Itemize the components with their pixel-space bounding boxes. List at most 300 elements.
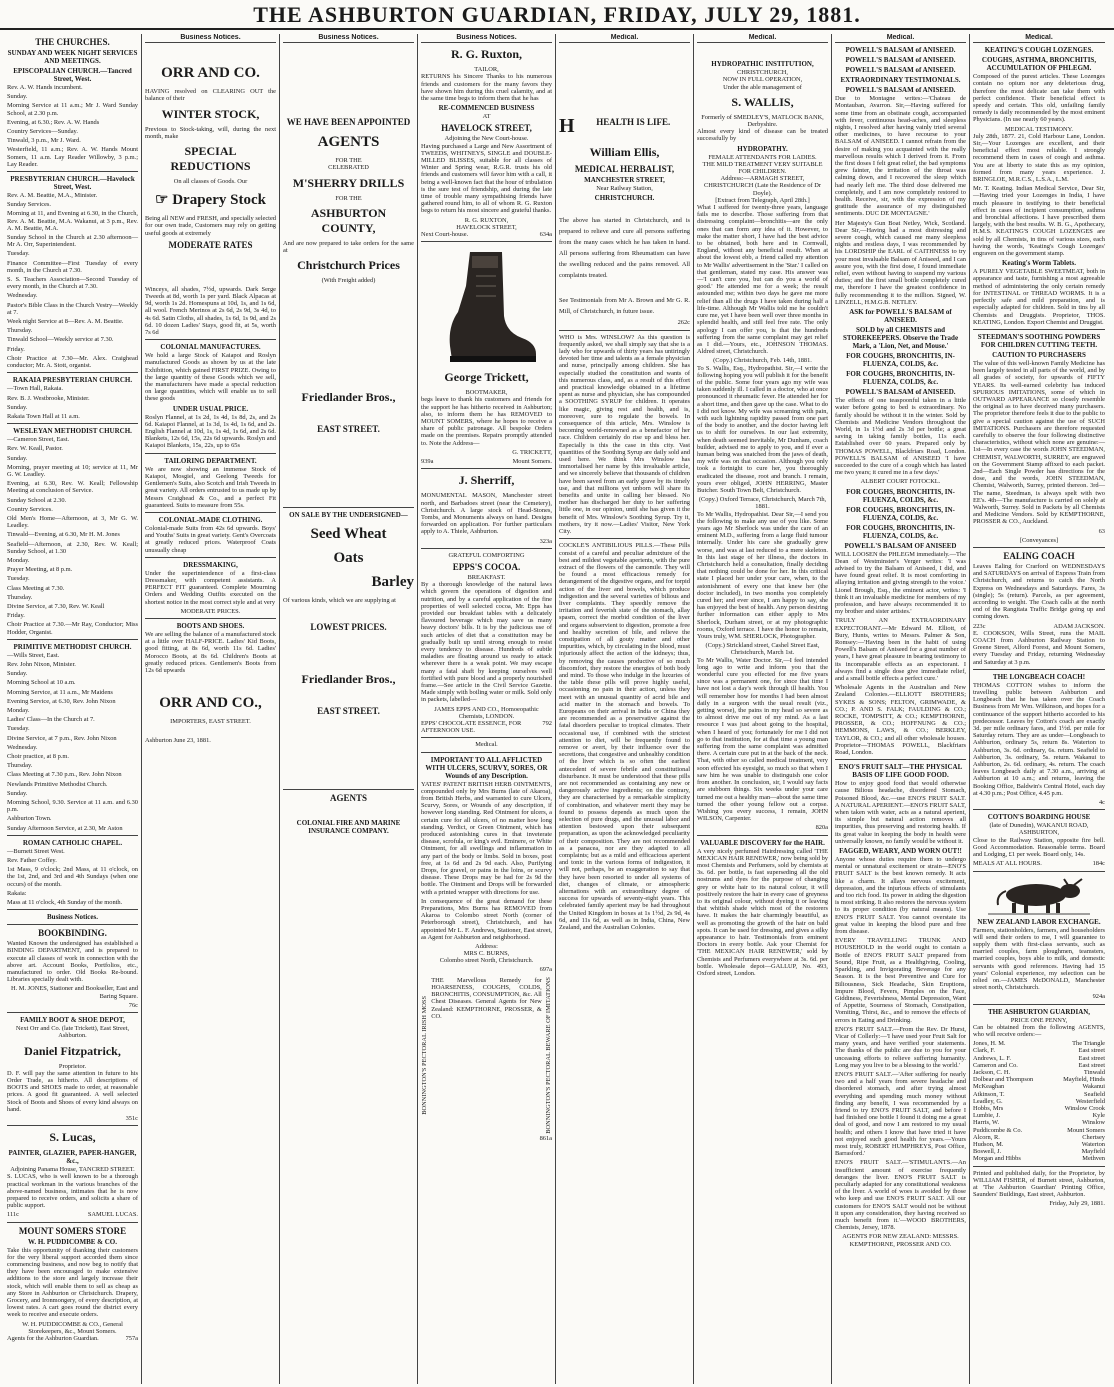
wesleyan-line: Evening, at 6.30, Rev. W. Keall; Fellowship Meeting at conclusion of Service. [7, 480, 138, 495]
stimulants-text: ENO'S FRUIT SALT.—'STIMULANTS.—An insufficient amount of exercise frequently deranges the liver. ENO'S FRUIT SALT is peculiarly adapted for any constitutional weakness of the liver. A world of woes is avoided by those who keep and use ENO'S FRUIT SALT. All our customers for ENO'S SALT would not be without it upon any consideration, they having received so much benefit from it.'—WOOD BROTHERS, Chemists, Jersey, 1878. [835, 1159, 966, 1232]
copy-1-text: To S. Wallis, Esq., Hydropathist. Sir,—I write the following hoping you will publish it for the benefit of the public. Some four years ago my wife was taken suddenly ill. I called in a doctor, who at once pronounced it rheumatic fever. He attended her for a short time, and then gave up the case. What to do I did not know. My wife was screaming with pain, with such lightning rapidity passed from one part of the body to another, and the doctor having left us to shift for ourselves. In our last extremity, when death seemed inevitable, Mr Dunham, coach builder, advised me to apply to you, and if ever a human being was snatched from the jaws of death, my wife was on that occasion. Although you only took a fortnight to cure her, you thoroughly eradicated the disease, root and branch. I remain, yours ever obliged, JOHN HERRING, Master Butcher. South Town Belt, Christchurch. [697, 364, 828, 494]
primitive-line: Newlands Primitive Methodist Church. [7, 780, 108, 788]
column-hydropathic [694, 34, 832, 1384]
netley-text: Her Majesty's Gun Boat Netley, Wick, Scotland. Dear Sir,—Having had a most distressing and severe cough, which caused me many sleepless nights and restless days, I was recommended by his LORDSHIP the EARL of CAITHNESS to try your most invaluable Balsam of Aniseed, and I can assure you, with the first dose, I found immediate relief, even without having to suspend my various duties; and the first small bottle completely cured me, therefore I have the greatest confidence in fully recommending it to the million. Signed, W. LINZELL, H.M.G.B. NETLEY. [835, 219, 966, 306]
agent-name: Harris, W. [973, 1119, 1000, 1127]
medical-testimony: MEDICAL TESTIMONY. [1004, 125, 1074, 133]
agent-row [973, 1119, 1105, 1126]
agent-place: Methven [1082, 1155, 1105, 1163]
bonnington-text: THE Marvellous Remedy for HOARSENESS, COUGHS, COLDS, BRONCHITIS, CONSUMPTION, &c. All Chest Diseases. General Agents for New Zealand: KEMPTHORNE, PROSSER, & CO. [431, 976, 542, 1020]
under-usual-price: UNDER USUAL PRICE. [172, 404, 249, 413]
wesleyan-line: Sunday. [7, 454, 28, 462]
powell-ask-item: POWELL'S BALSAM of ANISEED. [845, 388, 956, 397]
trickett-role: BOOTMAKER, [465, 389, 508, 397]
for-the-label: FOR THE [335, 157, 362, 165]
lucas-code: 111c [7, 1211, 19, 1219]
classes-line: On all classes of Goods. Our [173, 178, 248, 186]
dressmaking: DRESSMAKING, [183, 560, 238, 569]
extraordinary-testimonials: EXTRAORDINARY TESTIMONIALS. [840, 76, 961, 85]
nz-labor-code: 924a [1092, 993, 1105, 1001]
rakaia-list [7, 385, 138, 420]
appointed-heading: WE HAVE BEEN APPOINTED [286, 117, 411, 128]
mount-somers-signature: W. H. PUDDICOMBE & CO., General Storekeepers, &c., Mount Somers. [22, 1320, 123, 1335]
family-depot-sub: Next Orr and Co. (late Trickett), East Street, Ashburton. [15, 1025, 130, 1040]
newspaper-title: THE ASHBURTON GUARDIAN, FRIDAY, JULY 29, 1881. [253, 2, 861, 27]
presbyterian-line: Pastor's Bible Class in the Church Vestry—Weekly at 7. [7, 301, 138, 316]
lowest-prices: LOWEST PRICES. [310, 621, 387, 632]
will-loosen-text: WILL LOOSEN the PHLEGM immediately.—The Dean of Westminster's Verger writes: 'I was advised to try the Balsam of Aniseed, I did, and have found great relief. It is most comforting in allaying irritation and giving strength to the voice.' Lionel Brough, Esq., the eminent actor, writes: 'I think it an invaluable medicine for members of my profession, and have always recommended it to my brother and sister artistes.' [835, 550, 966, 616]
agents-nz: AGENTS FOR NEW ZEALAND: MESSRS. KEMPTHORNE, PROSSER AND CO. [842, 1233, 959, 1248]
for-the-label-2: FOR THE [335, 194, 362, 202]
longbeach-code: 4c [1098, 799, 1105, 807]
extract-text: What I suffered for twenty-three years, language fails me to describe. Those suffering from that distressing complaint—bronchitis—are the only ones that can form any idea of it. However, to make the matter short, I have had the best advice to be obtained, both here and in Cornwall, England, without any beneficial result. When at about the lowest ebb, a friend called my attention to Mr Wallis' advertisement in the 'Star.' I called on that gentleman, stated my case. His answer was—'I can't cure you, but can do you a world of good.' He attended me for a week; the result astounded me; within two days he gave me more relief than all the drugs I have taken during half a life-time. Although Mr Wallis told me he couldn't cure me, yet I have been well over three months in splendid health, and still feel free rate. The only apology I can offer you, is that the hundreds suffering from the same complaint may get relief as I did.—Yours, etc., JOHNSON THOMAS. Aldred street, Christchurch. [697, 204, 828, 356]
rakaia-line: Rakaia Town Hall at 11 a.m. [7, 412, 80, 420]
eno-text: How to enjoy good food that would otherwise cause Bilious headache, disordered Stomach, Poisoned Blood, &c.—use ENO'S FRUIT SALT. A NATURAL APERIENT.—ENO'S FRUIT SALT, when taken with water, acts as a natural aperient, its simple but natural action removes all impurities, thus preserving and restoring health. If its great value in keeping the body in health were universally known, no family would be without it. [835, 780, 966, 845]
column-powell [832, 34, 970, 1384]
churches-title: THE CHURCHES. [35, 37, 110, 47]
sherriff-code: 323a [539, 537, 552, 545]
agent-row [973, 1076, 1105, 1083]
winter-stock: WINTER STOCK, [161, 106, 260, 121]
episcopal-line: Rev. A. W. Hands incumbent. [7, 84, 83, 91]
episcopal-line: Sunday. [7, 93, 28, 101]
yates-text: YATES' PATENT BRITISH HERB OINTMENTS, compounded only by Mrs Burns (late of Akaroa), from British Herbs, and warranted to cure Ulcers, Scurvy, Sores, or Wounds of any description, if however long standing. Red Ointment for ulcers, a certain cure for all ulcers, of no matter how long standing. Verdict, or Green Ointment, which has produced astonishing cures in that inveterate disease, scrofula, or king's evil. Eminere, or White Ointment, for all swellings and inflammation in any part of the body or limbs. Sold in boxes, post free, at 1s 6d and 2s 9d each. Also, Purifying Drops, for gravel, or pains in the loins, or scurvy disease. These Drops may be had for 2s 9d the bottle. The Ointment and Drops will be forwarded with a printed wrapper with directions for use. [421, 780, 552, 896]
primitive-line: Thursday. [7, 762, 33, 770]
medical-heading: Medical. [475, 741, 498, 749]
eno-salt-text: ENO'S FRUIT SALT.—From the Rev. Dr Hurst, Vicar of Collerly:—'I have used your Fruit Salt for many years, and have verified your statements. The thanks of the public are due to you for your unceasing efforts to relieve suffering humanity. Long may you live to be a blessing to the world.' [835, 1025, 966, 1069]
copy-3-code: 820a [815, 824, 828, 832]
epps-sub: BREAKFAST. [467, 573, 506, 581]
guardian-text: Can be obtained from the following AGENTS, who will receive orders:— [973, 1023, 1105, 1038]
friedlander-name: Friedlander Bros., [301, 390, 396, 405]
agent-row [973, 1040, 1105, 1047]
keatings-sub: COUGHS, ASTHMA, BRONCHITIS, ACCUMULATION OF PHLEGM. [981, 56, 1097, 73]
powell-main: POWELL'S BALSAM of ANISEED. [845, 86, 956, 95]
burns-code: 697a [539, 965, 552, 973]
agent-place: Mount Somers [1067, 1126, 1105, 1134]
health-is-life: H HEALTH IS LIFE. [559, 115, 671, 138]
east-street: EAST STREET. [317, 424, 380, 435]
agent-row [973, 1047, 1105, 1054]
sherriff-name: J. Sherriff, [458, 473, 515, 488]
powell-text: Due to Montagne writes:—'Chateau de Montauban, Avarron. Sir,—Having suffered for some time from an obstinate cough, accompanied with fever, continuous head-aches, and sleepless nights, I resolved after having vainly tried several other medicines, to have recourse to your BALSAM of ANISEED. I cannot refrain from the desire of making you acquainted with the really marvellous results which I derived from it. From the first doses I felt great relief, the bad symptoms grew fainter, the irritation of the throat was calming down, and I recovered the sleep which had nearly left me. The third dose delivered me completely, and I am now completely restored to health. Receive, sir, with the expression of my gratitude the assurance of my distinguished sentiments. DUC DE MONTAGNE.' [835, 95, 966, 218]
powell-banner: POWELL'S BALSAM of ANISEED. [845, 56, 956, 65]
roman-line: Mass at 11 o'clock, 4th Sunday of the month. [7, 899, 123, 907]
agent-place: Winslow Crook [1064, 1104, 1105, 1112]
cookson-text: E. COOKSON, Wills Street, runs the MAIL COACH from Ashburton Railway Station to Greene Street, Alford Forest, and Mount Somers, every Tuesday and Friday, returning Wednesday and Saturday at 3 p.m. [973, 629, 1105, 666]
presbyterian-line: Tinwald School—Weekly service at 7.30. [7, 336, 114, 344]
friedlander-name-2: Friedlander Bros., [301, 671, 396, 686]
agents-heading-2: AGENTS [329, 792, 367, 803]
agent-place: Seafield [1084, 1090, 1105, 1098]
wesleyan-line: Tuesday. [7, 575, 30, 583]
agent-row [973, 1127, 1105, 1134]
primitive-line: Ladies' Class—In the Church at 7. [7, 716, 95, 724]
column-header-6: Medical. [697, 34, 828, 43]
agent-name: Cameron and Co. [973, 1061, 1018, 1069]
episcopal-line: Westerfield, 11 a.m.; Rev. A. W. Hands Mount Somers, 11 a.m. Lay Reader Willowby, 3 p.m.; Lay Reader. [7, 146, 138, 168]
hand-pointer-icon: ☞ [155, 192, 173, 209]
agents-heading: AGENTS [317, 134, 380, 151]
ealing-signature: ADAM JACKSON. [1053, 622, 1105, 630]
primitive-line: Sunday. [7, 789, 28, 797]
bookbinding-code: 76c [128, 1001, 138, 1009]
agent-name: Lumbie, J. [973, 1112, 1001, 1120]
primitive-line: Morning School, 9.30. Service at 11 a.m. and 6.30 p.m. [7, 799, 138, 814]
fitzpatrick-text: D. F. will pay the same attention in future to his Order Trade, as hitherto. All descriptions of BOOTS and SHOES made to order, at reasonable prices. A good fit guaranteed. A well selected Stock of Boots and Shoes of every kind always on hand. [7, 1069, 138, 1113]
lucas-address: Adjoining Panama House, TANCRED STREET. [10, 1166, 135, 1174]
wesleyan-line: —Cameron Street, East. [7, 436, 70, 444]
barley: Barley [371, 574, 414, 591]
agent-place: Wakanui [1082, 1083, 1105, 1091]
longbeach-text: THOMAS COTTON wishes to inform the travelling public between Ashburton and Longbeach that he has taken over the Coach Business from Mr Wm. Wilkinson, and hopes for a continuance of the support hitherto accorded to his predecessor. Leaves by Cotton's coach are exactly 3d. per mile ordinary fares, and 1½d. per mile for Saturday return. They are as under—Longbeach to Ashburton, ordinary 5s, return 8s. Waterton to Ashburton, 3s. 6d. ordinary, 6s. return. Seafield to Ashburton, 3s. ordinary, 5s. return. Wakanui to Ashburton, 2s. 6d. ordinary, 4s. return. The coach leaves Longbeach daily at 7.30 a.m., arriving at Ashburton at 10 a.m.; and returns, leaving the Booking Office, Baldwin's Central Hotel, each day at 4.30 p.m.; Post Office, 4.45 p.m. [973, 681, 1105, 797]
steedman-heading: STEEDMAN'S SOOTHING POWDERS FOR CHILDREN CUTTING TEETH. [977, 332, 1101, 349]
cotton-sub: (late of Dunedin), WAKANUI ROAD, ASHBURTON, [989, 822, 1089, 837]
colonial-text: We hold a large Stock of Kaiapoi and Roslyn manufactured Goods as shown by us at the late Exhibition, which gained FIRST PRIZE. Owing to the large quantity of these Goods which we sell, the manufacturers have made a special reduction on large quantities, which will enable us to sell these goods [145, 352, 276, 403]
powell-ask-item: SOLD by all CHEMISTS and STOREKEEPERS. Observe the Trade Mark, a 'Lion, Net, and Mouse.' [842, 326, 959, 351]
insurance-company: COLONIAL FIRE AND MARINE INSURANCE COMPANY. [296, 818, 401, 835]
copy-2-text: To Mr Wallis, Hydropathist. Dear Sir,—I send you the following to make any use of you like. Some years ago Mr Sherlock was under the care of an eminent M.D., suffering from a large fluid tumour internally. Under his care she gradually grew worse, and was at last reduced to a mere skeleton. In this last stage of her illness, the doctors in Christchurch held a consultation, finally deciding that nothing could be done for her. In this critical state I placed her under your care, when, to the astonishment of every one that knew her (the doctor included), in two months you completely cured her; and ever since, I am happy to say, she has enjoyed the best of health. Any person desiring further information can either apply to Mrs Sherlock, Durham street, or at my photographic rooms, Oxford terrace. I have the honor to remain, Yours truly, WM. SHERLOCK, Photographer. [697, 510, 828, 641]
agent-row [973, 1148, 1105, 1155]
colonial-manufactures: COLONIAL MANUFACTURES. [160, 343, 261, 352]
trickett-signature: G. TRICKETT, [512, 448, 552, 456]
agent-row [973, 1062, 1105, 1069]
roman-line: Rakaia: [7, 889, 27, 897]
orr-footer-heading: ORR AND CO., [159, 695, 262, 712]
episcopal-list [7, 84, 138, 168]
epps-text: By a thorough knowledge of the natural laws which govern the operations of digestion and nutrition, and by a careful application of the fine properties of well selected cocoa, Mr. Epps has provided our breakfast tables with a delicately flavoured beverage which may save us many heavy doctors' bills. It is by the judicious use of such articles of diet that a constitution may be gradually built up until strong enough to resist every tendency to disease. Hundreds of subtle maladies are floating around us ready to attack wherever there is a weak point. We may escape many a fatal shaft by keeping ourselves well fortified with pure blood and a properly nourished frame.—See article in the Civil Service Gazette. Made simply with boiling water or milk. Sold only in packets, labelled— [421, 581, 552, 704]
presbyterian-line: Sunday Services. [7, 201, 52, 209]
ellis-street: MANCHESTER STREET, [584, 176, 665, 185]
agent-row [973, 1083, 1105, 1090]
rakaia-heading: RAKAIA PRESBYTERIAN CHURCH. [12, 376, 133, 385]
presbyterian-list [7, 192, 138, 369]
agent-name: Alcorn, R. [973, 1133, 1000, 1141]
hydro-open: NOW IN FULL OPERATION, [722, 76, 803, 84]
wesleyan-line: Class Meeting at 7.30. [7, 584, 65, 592]
christchurch-prices: Christchurch Prices [297, 258, 400, 273]
worm-tablets-text: A PURELY VEGETABLE SWEETMEAT, both in appearance and taste, furnishing a most agreeable method of administering the only certain remedy for INTESTINAL or THREAD WORMS. It is a perfectly safe and mild preparation, and is especially adapted for children. Sold in tins by all Chemists and Druggists. Proprietor, THOS. KEATING, London. Export Chemist and Druggist. [973, 268, 1105, 326]
agent-row [973, 1069, 1105, 1076]
epps-heading: GRATEFUL COMFORTING [448, 551, 525, 559]
mount-somers-agents: Agents for the Ashburton Guardian. [7, 1334, 99, 1342]
mild-treatment: THE MILD TREATMENT VERY SUITABLE FOR CHILDREN. [702, 160, 823, 176]
agent-row [973, 1141, 1105, 1148]
powell-banner: POWELL'S BALSAM of ANISEED. [845, 66, 956, 75]
fitzpatrick-name: Daniel Fitzpatrick, [24, 1043, 121, 1058]
fagged-heading: FAGGED, WEARY, AND WORN OUT!! [839, 847, 962, 856]
longbeach-heading: THE LONGBEACH COACH! [992, 672, 1086, 681]
ashburton-county: ASHBURTON COUNTY, [310, 205, 387, 235]
nz-labor-exchange: NEW ZEALAND LABOR EXCHANGE. [977, 917, 1101, 926]
wesleyan-line: Monday. [7, 556, 30, 564]
epps-footer: EPPS' CHOCOLATE ESSENCE, FOR AFTERNOON USE. [421, 719, 522, 735]
agent-name: Hobbs, Mrs [973, 1104, 1004, 1112]
orr-heading: ORR AND CO. [161, 65, 260, 82]
stock-taking-line: Previous to Stock-taking, will, during the next month, make [145, 125, 276, 140]
puddicombe-name: W. H. PUDDICOMBE & CO. [28, 1237, 117, 1246]
agent-place: Westerfield [1075, 1097, 1105, 1105]
hydro-address: Address:—ARMAGH STREET, CHRISTCHURCH (Late the Residence of Dr Doyle). [704, 175, 821, 197]
lucas-role: PAINTER, GLAZIER, PAPER-HANGER, &c., [8, 1149, 137, 1166]
copy-2-heading: (Copy.) Oxford Terrace, Christchurch, March 7th, 1881. [698, 496, 827, 511]
moderate-rates: MODERATE RATES [168, 239, 253, 250]
agent-name: McKeaghan [973, 1083, 1005, 1091]
wesleyan-line: Rev. W. Keall, Pastor. [7, 445, 63, 453]
column-header-2: Business Notices. [145, 34, 276, 43]
powell-ask-item: FOR COUGHS, BRONCHITIS, IN-FLUENZA, COLDS, &c. [846, 352, 955, 369]
colonial-clothing: COLONIAL-MADE CLOTHING. [158, 515, 263, 524]
trickett-code: 939a [421, 458, 434, 466]
roman-line: Rev. Father Coffey. [7, 857, 57, 865]
important-heading: IMPORTANT TO ALL AFFLICTED WITH ULCERS, SCURVY, SORES, OR Wounds of any Description. [425, 755, 548, 780]
lucas-signature: SAMUEL LUCAS. [87, 1211, 138, 1219]
wesleyan-heading: WESLEYAN METHODIST CHURCH. [13, 427, 132, 436]
roman-line: —Burnett Street West. [7, 847, 65, 855]
primitive-line: Evening Service, at 6.30, Rev. John Nixon [7, 697, 116, 705]
wesleyan-line: Divine Service, at 7.30, Rev. W. Keall [7, 602, 105, 610]
churches-subtitle: SUNDAY AND WEEK NIGHT SERVICES AND MEETINGS. [7, 49, 138, 65]
fitzpatrick-role: Proprietor. [58, 1062, 87, 1070]
column-header-8: Medical. [973, 34, 1105, 43]
hydro-under: Under the able management of [723, 83, 802, 91]
powell-ask-item: FOR COUGHS, BRONCHITIS, IN-FLUENZA, COLDS, &c. [846, 370, 955, 387]
primitive-line: Ashburton Town. [7, 815, 52, 823]
primitive-list [7, 652, 138, 832]
wesleyan-line: Tinwald—Evening, at 6.30, Mr H. M. Jones [7, 531, 120, 539]
steedman-code: 63 [1098, 527, 1105, 535]
column-header-5: Medical. [559, 34, 690, 43]
printed-date: Friday, July 29, 1881. [1049, 1200, 1105, 1208]
wesleyan-line: Thursday. [7, 593, 33, 601]
agent-name: Morgan and Hibbs [973, 1155, 1021, 1163]
primitive-line: —Wills Street, East. [7, 651, 60, 659]
agent-name: Boswell, J. [973, 1148, 1002, 1156]
agent-name: Atkinson, T. [973, 1090, 1005, 1098]
ruxton-at: AT [482, 113, 491, 121]
msherry-drills: M'SHERRY DRILLS [292, 175, 405, 190]
hydro-city: CHRISTCHURCH, [737, 69, 788, 77]
recommenced-business: RE-COMMENCED BUSINESS [438, 104, 535, 113]
cotton-boarding-house: COTTON'S BOARDING HOUSE [987, 813, 1091, 822]
importers: IMPORTERS, EAST STREET. [170, 718, 251, 726]
ealing-code: 223c [973, 622, 986, 630]
epps-name: EPPS'S COCOA. [452, 561, 521, 572]
guardian-price: PRICE ONE PENNY, [1010, 1016, 1068, 1024]
fitzpatrick-code: 351c [125, 1114, 138, 1122]
drapery-text: Being all NEW and FRESH, and specially selected for our own trade, Customers may rely on getting useful goods at extremely [145, 215, 276, 237]
episcopal-line: Tinwald, 3 p.m., Mr J. Ward. [7, 137, 81, 145]
bonnington-code: 861a [539, 1134, 552, 1142]
address-label: Address: [475, 943, 498, 951]
agent-name: Clark, F. [973, 1047, 996, 1055]
presbyterian-line: Sunday School in the Church at 2.30 afternoon—Mr A. Orr, Superintendent. [7, 234, 138, 249]
presbyterian-line: Rev. A. M. Beattie, M.A., Minister. [7, 192, 98, 200]
boots-text: We are selling the balance of a manufactured stock at a little over HALF-PRICE. Ladies' Kid Boots, good fitting, at 8s 6d, worth 11s 6d. Ladies' Morocco Boots, at 8s 6d. Children's Boots at greatly reduced prices. Gentlemen's Boots from 12s 6d upwards [145, 630, 276, 674]
wesleyan-line: Choir Practice at 7.30.—Mr Ray, Conductor; Miss Hodder, Organist. [7, 621, 138, 636]
powell-ask-list [835, 308, 966, 396]
powell-banners [835, 46, 966, 74]
primitive-heading: PRIMITIVE METHODIST CHURCH. [13, 642, 132, 651]
sherriff-text: MONUMENTAL MASON, Manchester street north, and Barbadoes street (near the Cemetery), Christchurch. A large stock of Head-Stones, Tombs, and Monuments always on hand. Designs forwarded on application. For further particulars apply to A. Thiele, Ashburton. [421, 492, 552, 536]
truly-text: TRULY AN EXTRAORDINARY EXPECTORANT.—Mr Edward M. Elliott, of Bury, Hunts, writes to Messrs. Palmer & Son, Romsey:—'Having been in the habit of using Powell's Balsam of Aniseed for a great number of years, I have great pleasure in bearing testimony to its incomparable effects as an expectorant. I always find a single dose give immediate relief, and a small bottle effects a perfect cure.' [835, 617, 966, 682]
agent-row [973, 1155, 1105, 1162]
wesleyan-line: Morning, prayer meeting at 10; service at 11, Mr G. W. Leadley. [7, 463, 138, 478]
presbyterian-line: Finance Committee—First Tuesday of every month, in the Church at 7.30. [7, 259, 138, 274]
prepared-text: And are now prepared to take orders for the same at [283, 239, 414, 255]
east-street-2: EAST STREET. [317, 705, 380, 716]
powell-cough-item: FOR COUGHS, BRONCHITIS, IN-FLUENZA, COLDS, &c. [846, 523, 955, 540]
primitive-line: Morning Service, at 11 a.m., Mr Maidens [7, 688, 113, 696]
primitive-line: Sunday. [7, 670, 28, 678]
meals: MEALS AT ALL HOURS. [973, 860, 1042, 868]
ellis-code: 262c [677, 319, 690, 327]
dressmaking-text: Under the superintendence of a first-class Dressmaker, with competent assistants. A PERFECT FIT guaranteed. Complete Mourning Orders and Wedding Outfits executed on the shortest notice in the most correct style and at very [145, 569, 276, 606]
episcopal-line: Morning Service at 11 a.m.; Mr J. Ward Sunday School, at 2.30 p.m. [7, 102, 138, 117]
primitive-line: Sunday Afternoon Service, at 2.30, Mr Aston [7, 824, 123, 832]
celebrated-label: CELEBRATED [328, 164, 369, 172]
trickett-address: Mount Somers. [512, 458, 552, 466]
column-header-7: Medical. [835, 34, 966, 43]
special-reductions: SPECIAL REDUCTIONS [170, 144, 251, 174]
ruxton-address-2: Next Court-house. [421, 231, 469, 239]
primitive-line: Divine Service, at 7 p.m., Rev. John Nixon [7, 734, 117, 742]
testimony-text: July 28th, 1877. 21, Cold Harbour Lane, London. Sir,—Your Lozenges are excellent, and their beneficial effect most reliable. I strongly recommend them in cases of cough and asthma. You are at liberty to state this as my opinion, formed from many years experience. J. BRINGLOE, M.R.C.S., L.S.A., L.M. [973, 132, 1105, 184]
column-orr [142, 34, 280, 1384]
powell-cough-item: FOR COUGHS, BRONCHITIS, IN-FLUENZA, COLDS, &c. [846, 487, 955, 504]
ruxton-adjoining: Adjoining the New Court-house. [444, 135, 529, 143]
every-travelling-text: EVERY TRAVELLING TRUNK AND HOUSEHOLD in the world ought to contain a Bottle of ENO'S FRUIT SALT prepared from Sound, Ripe Fruit, as a Healthgiving, Cooling, Sparkling, and Invigorating Beverage for any Season. It is the best Preventive and Cure for Biliousness, Sick Headache, Skin Eruptions, Impure Blood, Fevers, Pimples on the Face, Giddiness, Feverishness, Mental Depression, Want of Appetite, Sourness of Stomach, Constipation, Vomiting, Thirst, &c., and to remove the effects of errors in Eating and Drinking. [835, 937, 966, 1024]
keatings-text-2: Mr. T. Keating. Indian Medical Service, Dear Sir,—Having tried your Lozenges in India, I have much pleasure in testifying to their beneficial effect in cases of incipient consumption, asthma and bronchial affections. I have prescribed them largely, with the best results. W. B. G., Apothecary, H.M.S. KEATING'S COUGH LOZENGES are sold by all Chemists, in tins of various sizes, each having the words, 'Keating's Cough Lozenges' engraven on the government stamp. [973, 185, 1105, 258]
moderate-prices: MODERATE PRICES. [180, 607, 241, 615]
powell-cough-item: POWELL'S BALSAM OF ANISEED [844, 541, 957, 550]
agent-row [973, 1105, 1105, 1112]
ruxton-tailor: TAILOR, [474, 66, 499, 74]
column-friedlander [280, 34, 418, 1384]
epps-code: 792 [542, 719, 552, 727]
ruxton-code: 634a [539, 231, 552, 239]
conveyances-heading: [Conveyances] [1019, 536, 1059, 544]
ealing-coach: EALING COACH [1003, 550, 1075, 561]
column-header-3: Business Notices. [283, 34, 414, 43]
meals-code: 184c [1092, 860, 1105, 868]
bull-icon [984, 875, 1094, 915]
agent-row [973, 1112, 1105, 1119]
agent-row [973, 1134, 1105, 1141]
wesleyan-line: Country Services. [7, 505, 53, 513]
bonnington-left-banner: BONNINGTON'S PECTORAL IRISH MOSS [421, 995, 428, 1115]
kinds-text: Of various kinds, which we are supplying at [283, 597, 396, 605]
tailoring-department: TAILORING DEPARTMENT. [164, 456, 257, 465]
powell-sub-text: The effects of one teaspoonful taken in a little water before going to bed is extraordinary. No family should be without it in the winter. Sold by Chemists and Medicine Vendors throughout the World, in 1s 1½d and 2s 3d per bottle; a great saving in taking family bottles, 11s each. Established over 60 years. Prepared only by THOMAS POWELL, Blackfriars Road, London. POWELL'S BALSAM of ANISEED 'I have succeeded to the cure of a cough which has lasted me two years; it cured me in a few days.' [835, 397, 966, 477]
roman-heading: ROMAN CATHOLIC CHAPEL. [22, 838, 123, 847]
bonnington-ad [421, 977, 552, 1134]
ellis-text: The above has started in Christchurch, and is prepared to relieve and cure all persons suffering from the many cases which he has taken in hand. All persons suffering from Rheumatism can have the swelling reduced and the pains removed. All complaints treated. [559, 217, 690, 280]
worm-tablets-heading: Keating's Worm Tablets. [1002, 259, 1076, 268]
primitive-line: Wednesday. [7, 743, 38, 751]
printed-text: Printed and published daily, for the Proprietor, by WILLIAM FISHER, of Burnett street, Ashburton, at 'The Ashburton Guardian' Printing Office, Saunders' Buildings, East street, Ashburton. [973, 1169, 1105, 1199]
lucas-name: S. Lucas, [49, 1130, 96, 1145]
valuable-discovery: VALUABLE DISCOVERY for the HAIR. [700, 838, 825, 847]
agent-row [973, 1098, 1105, 1105]
hydro-heading: HYDROPATHIC INSTITUTION, [711, 60, 814, 69]
primitive-line: Morning School at 10 a.m. [7, 679, 76, 687]
winslow-text: WHO is Mrs. WINSLOW? As this question is frequently asked, we shall simply say that she is a lady who for upwards of thirty years has untiringly devoted her time and talents as a female physician and nurse, principally among children. She has especially studied the constitution and wants of this numerous class, and, as a result of this effort and practical knowledge obtained in a lifetime spent as nurse and physician, she has compounded a SOOTHING SYRUP for children. It operates like magic, giving rest and health, and is, moreover, sure to regulate the bowels. In consequence of this article, Mrs. Winslow is becoming world-renowned as a benefactor of her race. Children certainly do rise up and bless her. Especially is this the case in this city. Vast quantities of the Soothing Syrup are daily sold and used here. We think Mrs Winslow has immortalised her name by this invaluable article, and we sincerely believe that thousands of children have been saved from an early grave by its timely use, and that millions yet unborn will share its benefits and unite in calling her blessed. No mother has discharged her duty to her suffering little one, in our opinion, until she has given it the benefit of Mrs. Winslow's Soothing Syrup. Try it, mothers, try it now.—Ladies' Visitor, New York City. [559, 333, 690, 536]
bookbinding-heading: BOOKBINDING. [38, 928, 107, 939]
boot-icon [432, 246, 542, 366]
powell-banner: POWELL'S BALSAM of ANISEED. [845, 46, 956, 55]
primitive-line: Rev. John Nixon, Minister. [7, 660, 76, 668]
agent-name: Jones, H. M. [973, 1040, 1006, 1048]
lucas-text: S. LUCAS, who is well known to be a thorough practical workman in the various branches of the above-named business, intimates that he is now prepared to receive orders, and solicits a share of public support. [7, 1173, 138, 1210]
ruxton-name: R. G. Ruxton, [450, 47, 522, 62]
keatings-heading: KEATING'S COUGH LOZENGES. [984, 46, 1094, 55]
eno-heading: ENO'S FRUIT SALT—THE PHYSICAL BASIS OF LIFE GOOD FOOD. [838, 763, 963, 780]
extract-heading: [Extract from Telegraph, April 28th.] [715, 196, 810, 204]
episcopal-line: Evening, at 6.30.; Rev. A. W. Hands [7, 118, 100, 126]
ellis-near: Near Railway Station, [596, 185, 653, 193]
price-list: Winceys, all shades, 7½d, upwards. Dark Serge Tweeds at 8d, worth 1s per yard. Black Alpacas at 9d, worth 1s 2d. Homespuns at 10d, 1s, and 1s 6d, all wool. French Merinos at 2s 6d, 2s 9d, 3s 4d, to 4s 6d. Satin Cloths, all shades, 1s 6d, 1s 9d, and 2s 6d. 10 dozen Ladies' Stays, good fit, at 5s, worth 7s 6d [145, 285, 276, 337]
hydro-text: Almost every kind of disease can be treated successfully by [697, 128, 828, 143]
fagged-text: Anyone whose duties require them to undergo mental or unnatural excitement or strain—ENO'S FRUIT SALT is the best known remedy. It acts like a charm. It allays nervous excitement, depression, and the injurious effects of stimulants and too rich food. Its power in aiding the digestion is most striking. It also restores the nervous system to its proper condition (by natural means). Use ENO'S FRUIT SALT. You cannot overstate its great value in keeping the blood pure and free from disease. [835, 856, 966, 936]
primitive-line: Class Meeting at 7.30 p.m., Rev. John Nixon [7, 771, 122, 779]
burns-text: In consequence of the great demand for these Preparations, Mrs Burns has REMOVED from Akaroa to Colombo street North (corner of Peterborough street), Christchurch, and has appointed Mr L. F. Andrews, Stationer, East street, as Agent for Ashburton and neighborhood. [421, 897, 552, 941]
hydropathy: HYDROPATHY. [737, 144, 788, 153]
ruxton-text-2: Having purchased a Large and New Assortment of TWEEDS, WHITNEYS, SINGLE and DOUBLE-MILLED BLISSES, suitable for all classes of Winter and Spring wear, R.G.R. trusts his old friends and customers will favor him with a call, it being a well-known fact that the hour of tribulation is the sure test of friendship, and during the late time of trouble many sympathising friends have gathered round him, to all of whom R. G. Ruxton begs to return his most sincere and grateful thanks. [421, 142, 552, 215]
rakaia-line: —Town Hall, Rakaia. [7, 385, 63, 393]
female-attendants: FEMALE ATTENDANTS FOR LADIES. [708, 153, 817, 161]
copy-3-heading: (Copy.) Strickland street, Cashel Street East, Christchurch, March 1st. [705, 642, 820, 657]
mount-somers-text: Take this opportunity of thanking their customers for the very liberal support accorded them since commencing business, and now beg to notify that they have been encouraged to make extensive additions to the store and largely increase their stock, which will enable them to sell as cheap as any Store in Ashburton or Christchurch. Drapery, Grocery, and Ironmongery, of every description, at lowest rates. A cart goes round the district every week to receive and execute orders. [7, 1246, 138, 1319]
guardian-heading: THE ASHBURTON GUARDIAN, [987, 1007, 1091, 1016]
keatings-text: Composed of the purest articles. These Lozenges contain no opium nor any deleterious drug, therefore the most delicate can take them with perfect confidence. Their beneficial effect is speedy and certain. This old, unfailing family remedy is daily recommended by the most eminent Physicians. (In use nearly 60 years). [973, 73, 1105, 124]
flannel-list: Roslyn Flannel, at 1s 2d, 1s 4d, 1s 8d, 2s, and 2s 6d. Kaiapoi Flannel, at 1s 3d, 1s 4d, 1s 6d, and 2s. English Flannel at 10d, 1s, 1s 4d, 1s 6d, and 2s 6d. Blankets, 12s 6d, 15s, 22s 6d upwards. Roslyn and Kaiapoi Blankets, 15s, 22s, up to 65s [145, 413, 276, 450]
wallis-name: S. WALLIS, [731, 94, 794, 109]
caution-heading: CAUTION TO PURCHASERS [992, 350, 1086, 359]
ellis-city: CHRISTCHURCH. [594, 194, 655, 203]
presbyterian-line: Morning at 11, and Evening at 6.30, in the Church, Rev. A. M. Beattie, M.A. Wakanui, at 3 p.m., Rev. A. M. Beattie, M.A. [7, 210, 138, 232]
primitive-line: Monday. [7, 707, 30, 714]
burns-address: Colombo street North, Christchurch. [439, 957, 534, 965]
bookbinding-signature: H. M. JONES, Stationer and Bookseller, East and Baring Square. [10, 985, 138, 1000]
ellis-name: William Ellis, [589, 145, 660, 160]
agent-name: Dolbear and Thompson [973, 1076, 1034, 1084]
presbyterian-line: Choir Practice at 7.30—Mr. Alex. Craighead conductor; Mr. A. Stott, organist. [7, 354, 138, 370]
valuable-text: A very nicely perfumed Hairdressing called 'THE MEXICAN HAIR RENEWER,' now being sold by most Chemists and Perfumers, sold by chemists at 3s. 6d. per bottle, is fast superseding all the old nostrums and dyes for the purpose of changing grey or white hair to its natural colour, it will positively restore the hair in every case of greyness to its original colour, without dyeing it or leaving that whitish shade which most of the restorers have. It makes the hair charmingly beautiful, as well as promoting the growth of the hair on bald spots. It can be used for dressing, and gives a silky appearance to hair. Testimonials from eminent Doctors in every bottle. Ask your Chemist for 'THE MEXICAN HAIR RENEWER,' sold by Chemists and Perfumers everywhere at 3s. 6d. per bottle. Wholesale depot—GALLUP, No. 493, Oxford street, London. [697, 847, 828, 977]
agent-name: Leadley, G. [973, 1097, 1003, 1105]
cotton-text: Close to the Railway Station, opposite fire bell. Good Accommodation. Reasonable terms. Board and Lodging, £1 per week. Board only, 14s. [973, 836, 1105, 859]
nz-labor-text: Farmers, stationholders, farmers, and householders will send their orders to me, I will guarantee to supply them with first-class servants, such as married couples, farm ploughmen, teamsters, married couples, boys able to milk, and domestic servants with good references. Having had 15 years' Colonial experience, my selection can be relied on.—JAMES McDONALD, Manchester street north, Christchurch. [973, 926, 1105, 992]
drapery-stock: ☞ Drapery Stock [155, 192, 266, 209]
agent-place: Mayfield, Hinds [1063, 1076, 1105, 1084]
bookbinding-text: Wanted Known the undersigned has established a BINDING DEPARTMENT, and is prepared to execute all classes of work in connection with the above art. Account Books, Portfolios, etc., manufactured to order. Old Books Re-bound. Libraries specially dealt with. [7, 940, 138, 984]
agent-name: Andrews, L. F. [973, 1054, 1012, 1062]
agent-place: Waterton [1081, 1140, 1105, 1148]
page-columns [4, 34, 1110, 1384]
agent-row [973, 1091, 1105, 1098]
agent-name: Hudson, M. [973, 1140, 1004, 1148]
agent-place: East street [1078, 1061, 1105, 1069]
column-ruxton [418, 34, 556, 1384]
presbyterian-line: Thursday. [7, 327, 33, 335]
rakaia-line: Sunday. [7, 403, 28, 411]
agent-name: Puddicombe & Co. [973, 1126, 1023, 1134]
masthead [0, 0, 1114, 30]
primitive-line: Tuesday. [7, 725, 30, 733]
wesleyan-line: Friday. [7, 612, 25, 620]
caution-text: The value of this well-known Family Medicine has been largely tested in all parts of the world, and by all grades of society, for upwards of FIFTY YEARS. Its well-earned celebrity has induced SPURIOUS IMITATIONS, some of which in OUTWARD APPEARANCE so closely resemble the original as to have deceived many purchasers. The proprietor therefore feels it due to the public to give a special caution against the use of SUCH IMITATIONS. Purchasers are therefore requested carefully to observe the four following distinctive characteristics, without which none are genuine:—1st—In every case the words JOHN STEEDMAN, CHEMIST, WALWORTH, SURREY, are engraved on the Government Stamp affixed to each packet. 2nd—Each Single Powder has directions for the dose, and the words, JOHN STEEDMAN, Chemist, Walworth, Surrey, printed thereon. 3rd—The name, Steedman, is always spelt with two EE's. 4th—The manufacture is carried on solely at Walworth, Surrey. Sold in Packets by all Chemists and Medicine Vendors. Sold by KEMPTHORNE, PROSSER & CO., Auckland. [973, 359, 1105, 526]
seed-wheat: Seed Wheat [310, 526, 387, 543]
